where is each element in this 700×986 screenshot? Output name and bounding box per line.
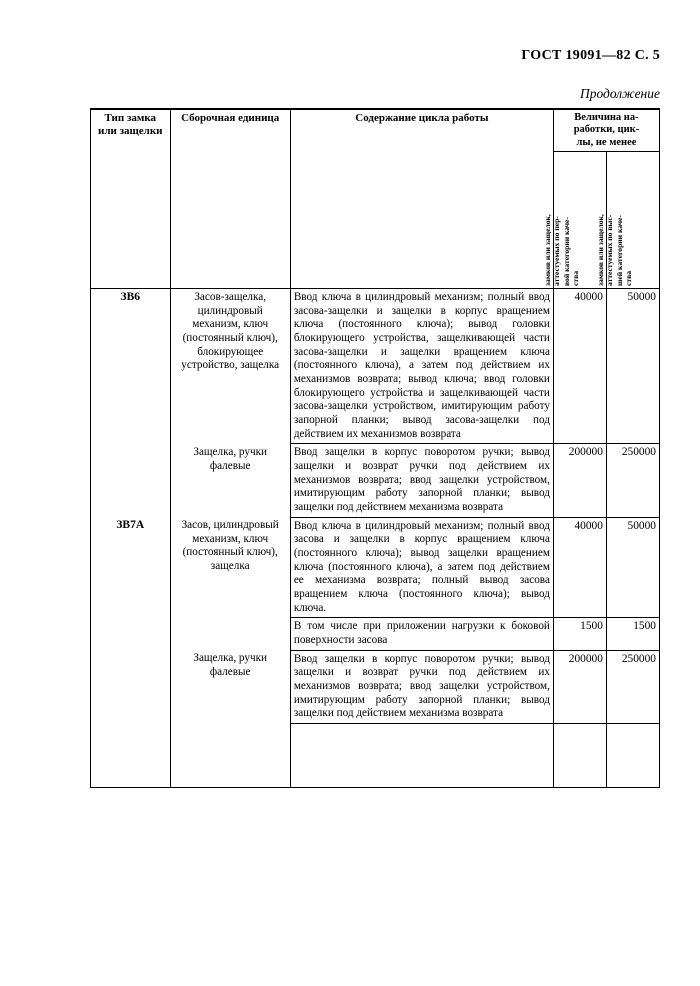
cell-type: [91, 650, 171, 723]
cell-unit: [170, 618, 290, 650]
cell-value-highest: [606, 723, 659, 788]
table-row-filler: [91, 723, 660, 788]
value-header-line1: Величина на-: [574, 112, 639, 123]
cell-cycle: Ввод ключа в цилиндровый механизм; полный ввод засова и защелки в корпус вращением ключа (постоянного ключа); вывод защелки вращением ключа (постоянного ключа), а затем под действием ее механизма возврата; полный вывод засова вращением ключа (постоянного ключа); вывод ключа.: [290, 517, 553, 618]
cell-cycle: [290, 723, 553, 788]
column-header-cycle: Содержание цикла работы: [290, 110, 553, 289]
cell-value-first: 40000: [553, 517, 606, 618]
column-header-unit: Сборочная единица: [170, 110, 290, 289]
cell-type: [91, 618, 171, 650]
cell-unit: Засов-защелка, цилиндровый механизм, ключ (постоянный ключ), блокирующее устройство, защелка: [170, 289, 290, 444]
cell-unit: [170, 723, 290, 788]
table-row: [91, 444, 660, 517]
vertical-label-first-category: замков или защелок, аттестуемых по пер- вой категории каче- ства: [542, 214, 580, 287]
cell-unit: Защелка, ручки фалевые: [170, 444, 290, 517]
cell-unit: Засов, цилиндровый механизм, ключ (постоянный ключ), защелка: [170, 517, 290, 618]
cell-value-highest: 50000: [606, 289, 659, 444]
continuation-label: Продолжение: [579, 86, 660, 101]
cell-value-first: 200000: [553, 444, 606, 517]
column-header-type: Тип замка или защелки: [91, 110, 171, 289]
cell-cycle: В том числе при приложении нагрузки к боковой поверхности засова: [290, 618, 553, 650]
table-header-top: [91, 110, 660, 152]
cell-value-first: 200000: [553, 650, 606, 723]
table-row: [91, 517, 660, 618]
cell-value-highest: 250000: [606, 444, 659, 517]
cell-value-highest: 1500: [606, 618, 659, 650]
value-header-line2: работки, цик-: [573, 124, 640, 136]
cell-value-highest: 50000: [606, 517, 659, 618]
cell-type: ЗВ6: [91, 289, 171, 444]
cell-cycle: Ввод ключа в цилиндровый механизм; полный ввод засова-защелки и защелки в корпус вращением ключа (постоянного ключа); вывод головки блокирующего устройства, защелкивающей части засова-защелки и защелки вращением ключа (постоянного ключа), а затем под действием их механизмов возврата; вывод ключа; ввод головки блокирующего устройства и защелкивающей части засова-защелки устройством, имитирующим работу запорной планки; вывод засова-защелки под действием их механизмов возврата: [290, 289, 553, 444]
cell-value-highest: 250000: [606, 650, 659, 723]
cell-type: ЗВ7А: [91, 517, 171, 618]
table-row: [91, 618, 660, 650]
table-row: [91, 650, 660, 723]
cell-value-first: 40000: [553, 289, 606, 444]
value-header-line3: лы, не менее: [576, 136, 637, 148]
cell-value-first: 1500: [553, 618, 606, 650]
cell-value-first: [553, 723, 606, 788]
table-row: [91, 289, 660, 444]
column-header-value: [553, 110, 659, 152]
column-header-highest-category: [595, 152, 659, 289]
vertical-label-highest-category: замков или защелок, аттестуемых по выс- шей категории каче- ства: [595, 214, 633, 287]
cell-cycle: Ввод защелки в корпус поворотом ручки; вывод защелки и возврат ручки под действием их механизмов возврата; ввод защелки устройством, имитирующим работу запорной планки; вывод защелки под действием механизма возврата: [290, 650, 553, 723]
cell-type: [91, 723, 171, 788]
requirements-table: [90, 110, 660, 788]
page-header: ГОСТ 19091—82 С. 5: [521, 48, 660, 63]
cell-unit: Защелка, ручки фалевые: [170, 650, 290, 723]
cell-type: [91, 444, 171, 517]
cell-cycle: Ввод защелки в корпус поворотом ручки; вывод защелки и возврат ручки под действием их механизмов возврата; ввод защелки устройством, имитирующим работу запорной планки; вывод защелки под действием механизма возврата: [290, 444, 553, 517]
